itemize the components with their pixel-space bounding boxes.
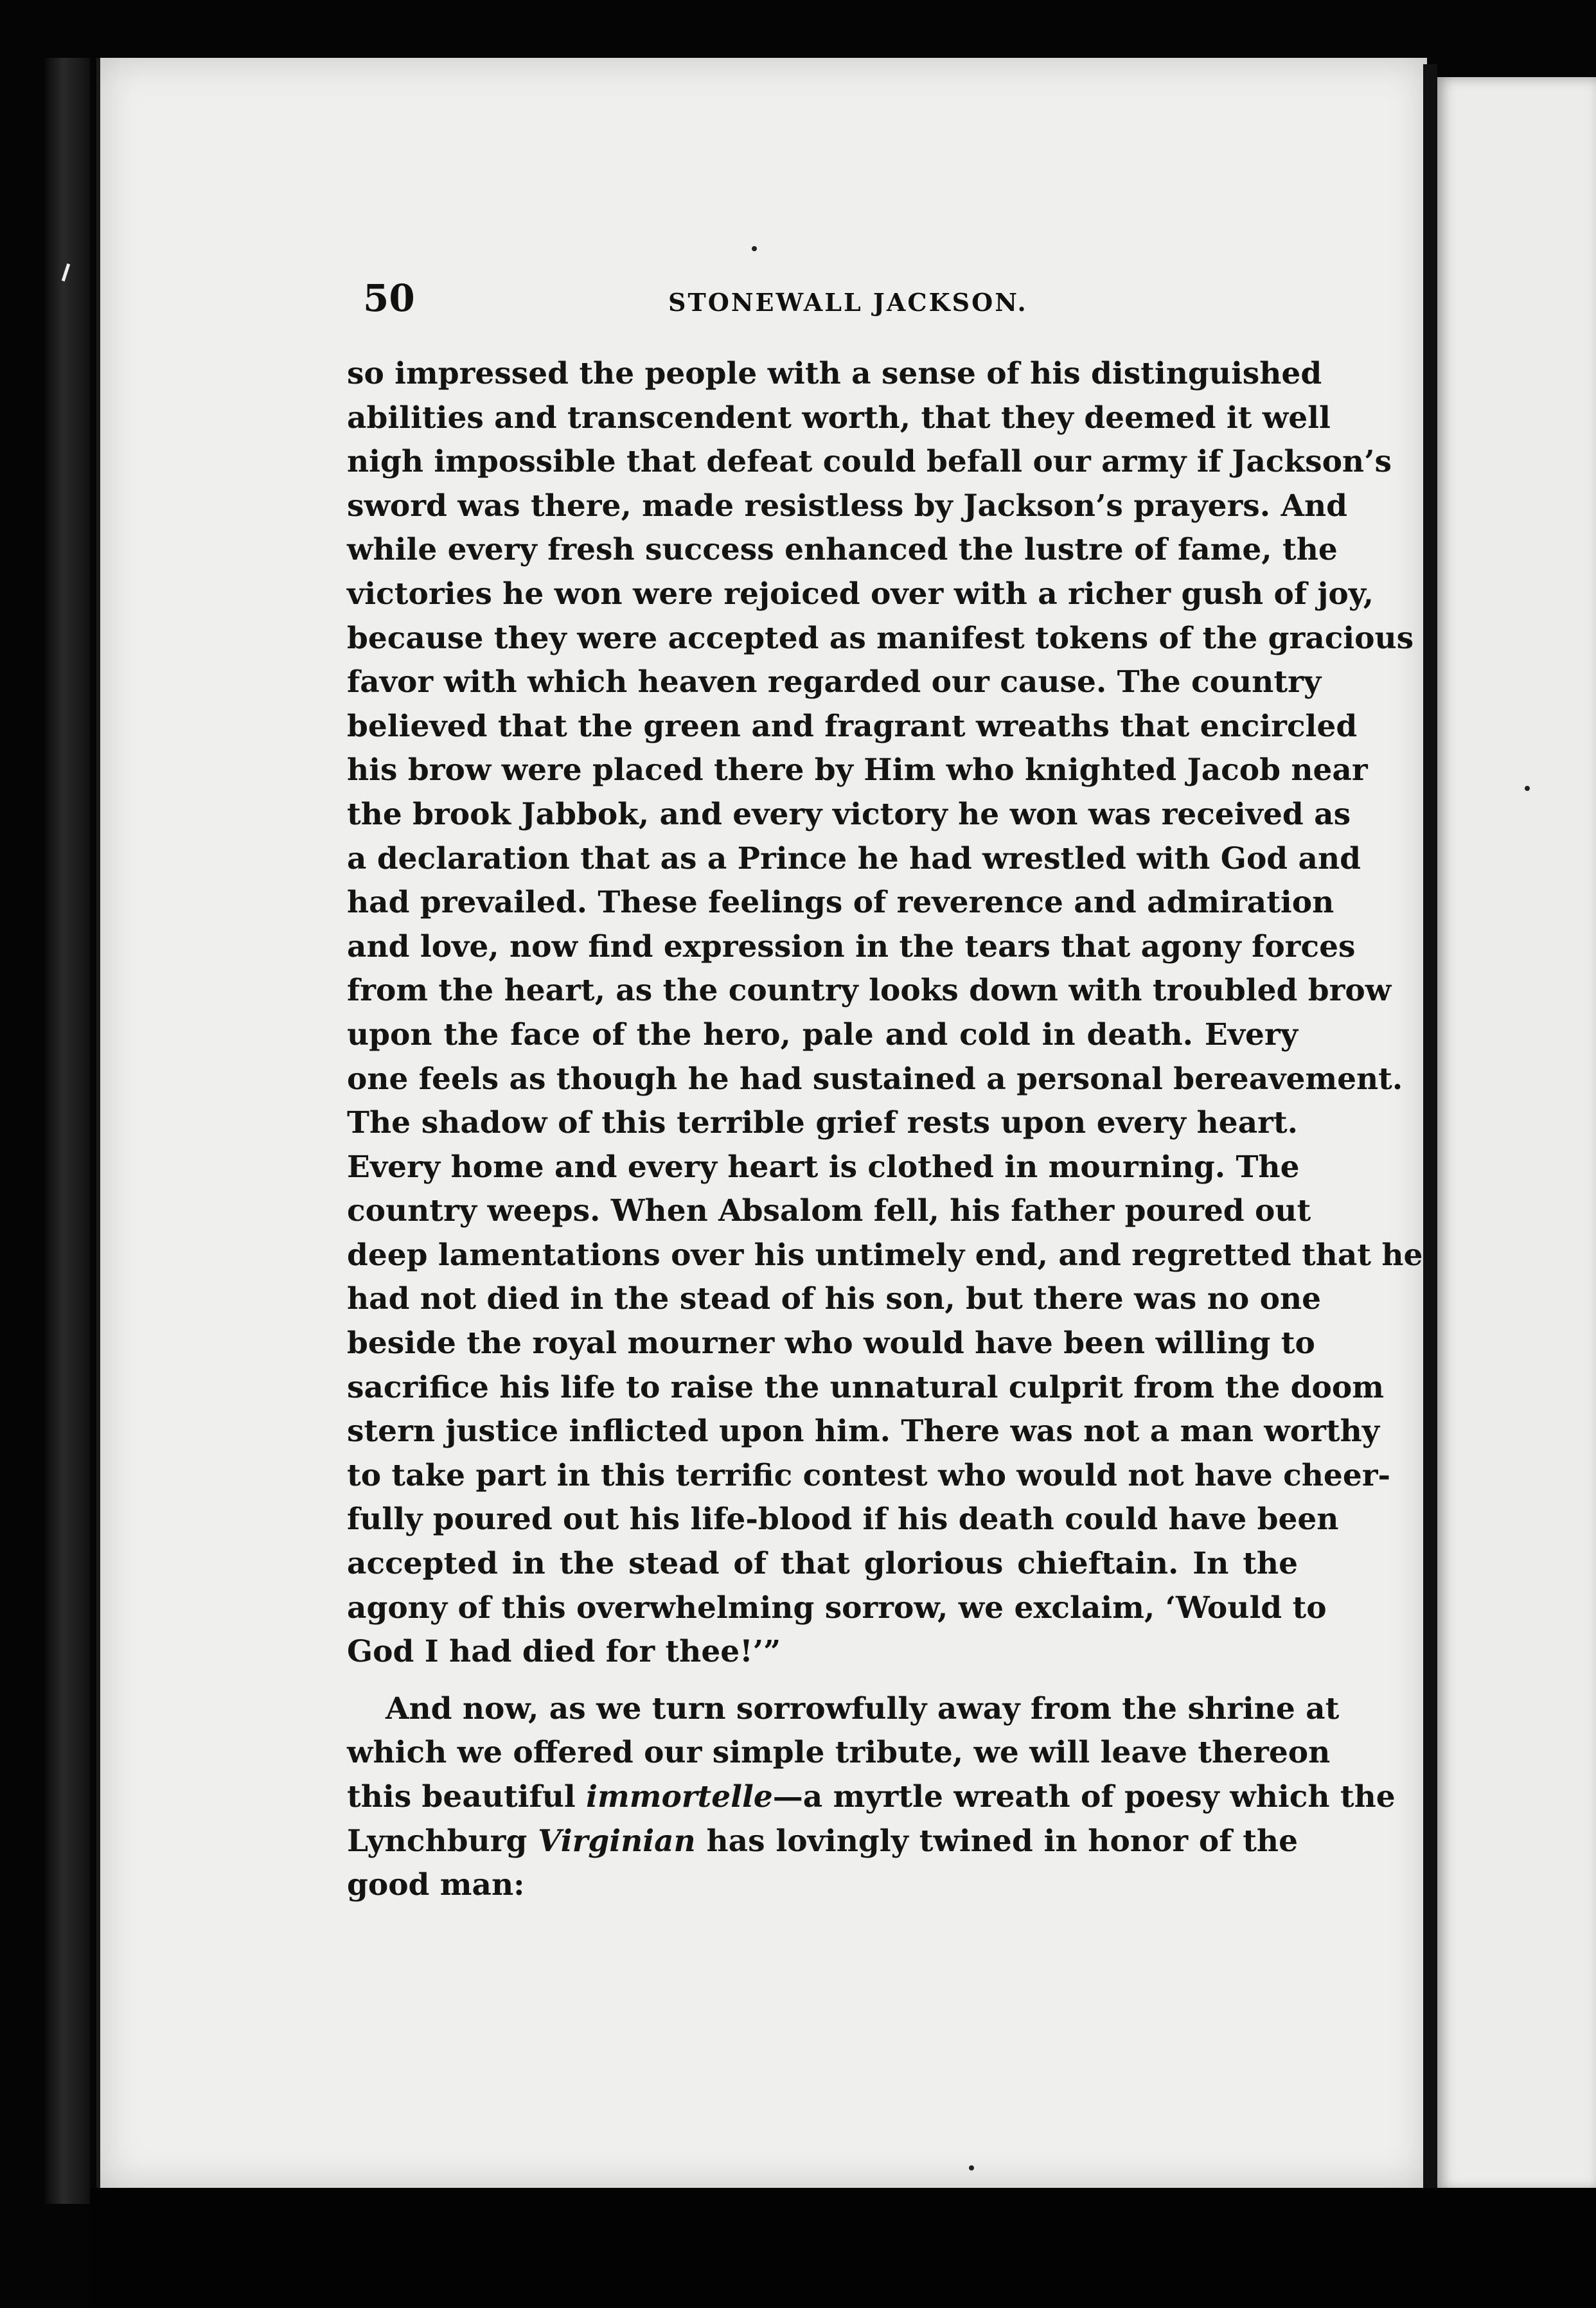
text-line: while every fresh success enhanced the lustre of fame, the bbox=[347, 532, 1338, 568]
page-number: 50 bbox=[363, 276, 415, 320]
page-edge-shadow bbox=[1423, 64, 1437, 2191]
paragraph bbox=[347, 1687, 1396, 1908]
text-line: upon the face of the hero, pale and cold in death. Every bbox=[347, 1016, 1298, 1052]
text-line: victories he won were rejoiced over with a richer gush of joy, bbox=[347, 576, 1374, 612]
text-line bbox=[347, 1775, 1396, 1820]
text-line: one feels as though he had sustained a personal bereavement. bbox=[347, 1061, 1403, 1097]
italic-term: Virginian bbox=[538, 1823, 696, 1859]
body-text bbox=[347, 352, 1423, 1908]
text-line: accepted in the stead of that glorious chieftain. In the bbox=[347, 1546, 1298, 1582]
text-line: nigh impossible that defeat could befall our army if Jackson’s bbox=[347, 444, 1392, 480]
text-line: had prevailed. These feelings of reverence and admiration bbox=[347, 885, 1334, 921]
text-line: Every home and every heart is clothed in mourning. The bbox=[347, 1149, 1300, 1185]
text-line: because they were accepted as manifest tokens of the gracious bbox=[347, 620, 1414, 656]
text-run: Lynchburg bbox=[347, 1823, 538, 1859]
text-line: abilities and transcendent worth, that they deemed it well bbox=[347, 400, 1331, 436]
text-line: country weeps. When Absalom fell, his father poured out bbox=[347, 1193, 1311, 1229]
text-line: God I had died for thee!’” bbox=[347, 1634, 781, 1670]
text-line: sword was there, made resistless by Jackson’s prayers. And bbox=[347, 488, 1347, 524]
text-line bbox=[347, 1820, 1298, 1864]
text-line: sacrifice his life to raise the unnatural culprit from the doom bbox=[347, 1369, 1384, 1405]
text-line: a declaration that as a Prince he had wrestled with God and bbox=[347, 840, 1361, 876]
text-line: fully poured out his life-blood if his death could have been bbox=[347, 1502, 1339, 1538]
speck-mark bbox=[1525, 786, 1530, 791]
text-line: favor with which heaven regarded our cause. The country bbox=[347, 664, 1322, 700]
text-line: so impressed the people with a sense of his distinguished bbox=[347, 356, 1322, 391]
text-line: believed that the green and fragrant wreaths that encircled bbox=[347, 708, 1358, 744]
book-spine-shadow bbox=[45, 58, 90, 2204]
italic-term: immortelle bbox=[586, 1779, 773, 1815]
speck-mark bbox=[969, 2165, 974, 2170]
page-header bbox=[363, 276, 1301, 328]
text-line: deep lamentations over his untimely end, and regretted that he bbox=[347, 1237, 1423, 1273]
text-run: has lovingly twined in honor of the bbox=[695, 1823, 1298, 1859]
text-line: which we offered our simple tribute, we will leave thereon bbox=[347, 1735, 1331, 1771]
facing-page-edge bbox=[1437, 77, 1596, 2191]
text-line: stern justice inflicted upon him. There was not a man worthy bbox=[347, 1414, 1380, 1450]
paragraph-gap bbox=[347, 1674, 1298, 1687]
text-line: The shadow of this terrible grief rests upon every heart. bbox=[347, 1105, 1298, 1141]
running-title: STONEWALL JACKSON. bbox=[668, 288, 1028, 317]
text-line: good man: bbox=[347, 1867, 525, 1903]
text-line: to take part in this terrific contest who would not have cheer- bbox=[347, 1457, 1391, 1493]
text-line: And now, as we turn sorrowfully away from the shrine at bbox=[386, 1691, 1340, 1727]
text-run: this beautiful bbox=[347, 1779, 587, 1815]
text-line: and love, now find expression in the tears that agony forces bbox=[347, 928, 1356, 964]
text-line: his brow were placed there by Him who knighted Jacob near bbox=[347, 752, 1368, 788]
text-line: had not died in the stead of his son, but there was no one bbox=[347, 1281, 1322, 1317]
paragraph bbox=[347, 352, 1423, 1674]
text-line: from the heart, as the country looks down with troubled brow bbox=[347, 973, 1392, 1009]
text-line: the brook Jabbok, and every victory he won was received as bbox=[347, 796, 1351, 832]
text-run: —a myrtle wreath of poesy which the bbox=[772, 1779, 1396, 1815]
speck-mark bbox=[752, 246, 757, 251]
scan-border bbox=[90, 2188, 1596, 2308]
text-line: agony of this overwhelming sorrow, we exclaim, ‘Would to bbox=[347, 1590, 1327, 1626]
text-line: beside the royal mourner who would have been willing to bbox=[347, 1326, 1315, 1362]
